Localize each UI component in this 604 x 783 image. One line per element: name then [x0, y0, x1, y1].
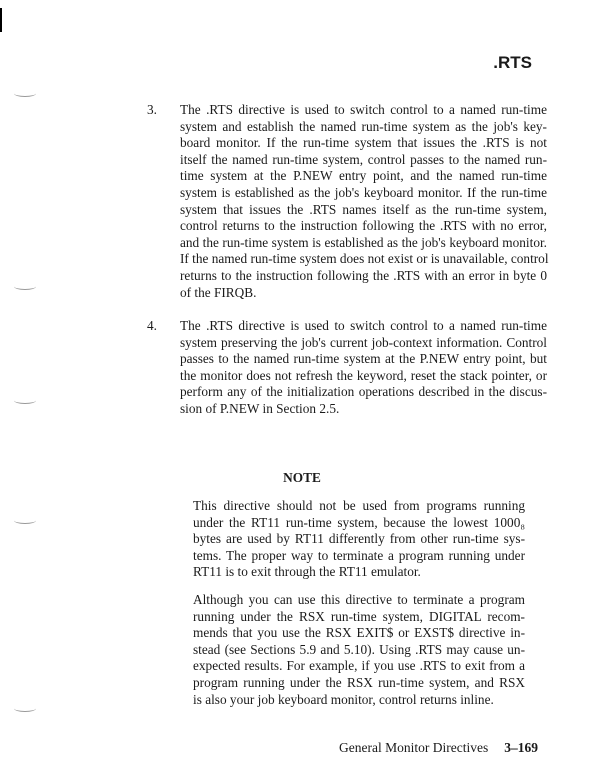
- text-line: itself the named run-time system, control passes to the named run-: [180, 151, 547, 167]
- text-line: If the named run-time system does not exist or is unavailable, control: [180, 251, 549, 267]
- text-line: The .RTS directive is used to switch control to a named run-time: [180, 318, 547, 333]
- text-line: system is established as the job's keyboard monitor. If the run-time: [180, 184, 547, 200]
- note-paragraph: [193, 592, 525, 708]
- text-line: system preserving the job's current job-context information. Control: [180, 334, 547, 350]
- text-line: of the FIRQB.: [180, 284, 257, 300]
- item-text: [180, 318, 547, 418]
- scan-edge-mark: [0, 8, 2, 32]
- text-line: bytes are used by RT11 differently from other run-time sys-: [193, 531, 525, 547]
- note-title: NOTE: [283, 470, 321, 485]
- item-number: 4.: [147, 318, 157, 333]
- list-item-4: [147, 318, 547, 418]
- text-line: RT11 is to exit through the RT11 emulator.: [193, 564, 421, 580]
- text-line: Although you can use this directive to terminate a program: [193, 592, 525, 607]
- text-line: under the RT11 run-time system, because the lowest 1000₈: [193, 514, 525, 530]
- text-line: mends that you use the RSX EXIT$ or EXST$ directive in-: [193, 625, 525, 641]
- text-line: program running under the RSX run-time system, and RSX: [193, 674, 525, 690]
- footer-title: General Monitor Directives: [339, 740, 489, 755]
- margin-mark: [14, 90, 36, 97]
- item-number: 3.: [147, 102, 157, 117]
- text-line: the monitor does not refresh the keyword, reset the stack pointer, or: [180, 367, 547, 383]
- item-text: [180, 102, 547, 301]
- text-line: sion of P.NEW in Section 2.5.: [180, 400, 340, 416]
- margin-mark: [14, 397, 36, 404]
- text-line: tems. The proper way to terminate a program running under: [193, 547, 525, 563]
- margin-mark: [14, 283, 36, 290]
- text-line: and the run-time system is established as the job's keyboard monitor.: [180, 234, 547, 250]
- page-footer: [339, 740, 538, 756]
- text-line: system that issues the .RTS names itself as the run-time system,: [180, 201, 547, 217]
- text-line: perform any of the initialization operations described in the discus-: [180, 384, 547, 400]
- text-line: expected results. For example, if you use .RTS to exit from a: [193, 658, 525, 674]
- text-line: is also your job keyboard monitor, control returns inline.: [193, 691, 494, 707]
- text-line: control returns to the instruction following the .RTS with no error,: [180, 218, 547, 234]
- page-number: 3–169: [504, 740, 538, 755]
- text-line: system and establish the named run-time system as the job's key-: [180, 118, 547, 134]
- text-line: time system at the P.NEW entry point, and the named run-time: [180, 168, 547, 184]
- section-header: .RTS: [493, 53, 532, 72]
- text-line: stead (see Sections 5.9 and 5.10). Using .RTS may cause un-: [193, 641, 525, 657]
- margin-mark: [14, 517, 36, 524]
- note-paragraph: [193, 498, 525, 581]
- text-line: This directive should not be used from programs running: [193, 498, 525, 513]
- margin-mark: [14, 705, 36, 712]
- list-item-3: [147, 102, 547, 301]
- text-line: running under the RSX run-time system, DIGITAL recom-: [193, 608, 525, 624]
- text-line: returns to the instruction following the .RTS with an error in byte 0: [180, 267, 547, 283]
- text-line: The .RTS directive is used to switch control to a named run-time: [180, 102, 547, 117]
- text-line: board monitor. If the run-time system that issues the .RTS is not: [180, 135, 547, 151]
- text-line: passes to the named run-time system at the P.NEW entry point, but: [180, 351, 547, 367]
